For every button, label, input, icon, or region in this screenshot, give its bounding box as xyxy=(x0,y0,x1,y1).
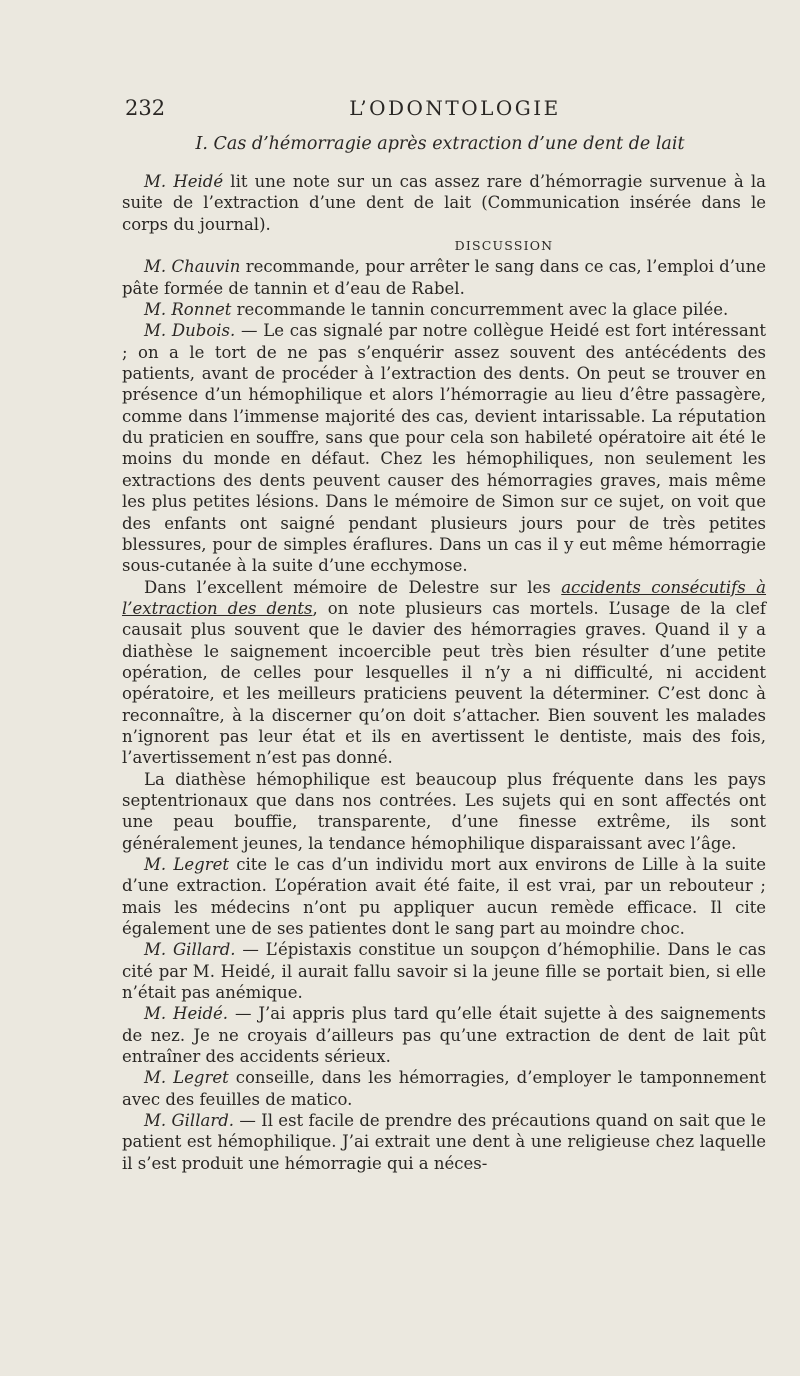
discussion-heading: DISCUSSION xyxy=(454,238,554,254)
speaker-name: M. Ronnet xyxy=(144,300,232,320)
cited-work-title: accidents consécutifs à l’extraction des dents xyxy=(122,577,767,618)
paragraph-text: — L’épistaxis constitue un soupçon d’hémophilie. Dans le cas cité par M. Heidé, il aurait fallu savoir si la jeune fille se portait bien, si elle n’était pas anémique. xyxy=(122,940,766,1003)
page-number: 232 xyxy=(125,96,166,120)
paragraph-text: conseille, dans les hémorragies, d’employer le tamponnement avec des feuilles de matico. xyxy=(122,1068,766,1109)
paragraph-text: La diathèse hémophilique est beaucoup plus fréquente dans les pays septentrionaux que dans nos contrées. Les sujets qui en sont affectés ont une peau bouffie, transparente, d’une finesse extrême, ils sont généralement jeunes, la tendance hémophilique disparaissant avec l’âge. xyxy=(122,769,766,853)
speaker-name: M. Heidé. xyxy=(144,1004,229,1024)
section-title: I. Cas d’hémorragie après extraction d’une dent de lait xyxy=(195,134,685,154)
paragraph xyxy=(122,256,766,299)
running-head: L’ODONTOLOGIE xyxy=(349,96,561,120)
speaker-name: M. Chauvin xyxy=(144,257,241,277)
paragraph xyxy=(122,939,766,1003)
page-header xyxy=(125,96,765,122)
paragraph xyxy=(122,171,766,235)
paragraph-text: recommande le tannin concurremment avec la glace pilée. xyxy=(231,300,729,320)
paragraph-text: cite le cas d’un individu mort aux environs de Lille à la suite d’une extraction. L’opération avait été faite, il est vrai, par un rebouteur ; mais les médecins n’ont pu appliquer aucun remède efficace. Il cite également une de ses patientes dont le sang part au moindre choc. xyxy=(122,855,766,939)
speaker-name: M. Gillard. xyxy=(144,940,236,960)
paragraph-text: , on note plusieurs cas mortels. L’usage de la clef causait plus souvent que le davier des hémorragies graves. Quand il y a diathèse le saignement incoercible peut très bien résulter d’une petite opération, de celles pour lesquelles il n’y a ni difficulté, ni accident opératoire, et les meilleurs praticiens peuvent la déterminer. C’est donc à reconnaître, à la discerner qu’on doit s’attacher. Bien souvent les malades n’ignorent pas leur état et ils en avertissent le dentiste, mais des fois, l’avertissement n’est pas donné. xyxy=(122,598,766,768)
speaker-name: M. Dubois. xyxy=(144,321,236,341)
paragraph xyxy=(122,769,766,854)
paragraph-text: lit une note sur un cas assez rare d’hémorragie survenue à la suite de l’extraction d’une dent de lait (Communication insérée dans le corps du journal). xyxy=(122,172,766,234)
paragraph-lead: Dans l’excellent mémoire de Delestre sur les xyxy=(144,577,562,597)
body-text xyxy=(122,171,766,1174)
paragraph xyxy=(122,299,766,320)
paragraph-text: recommande, pour arrêter le sang dans ce cas, l’emploi d’une pâte formée de tannin et d’eau de Rabel. xyxy=(122,257,767,298)
paragraph xyxy=(122,1110,766,1174)
paragraph xyxy=(122,1067,766,1110)
paragraph-text: — Il est facile de prendre des précautions quand on sait que le patient est hémophilique. J’ai extrait une dent à une religieuse chez laquelle il s’est produit une hémorragie qui a néces- xyxy=(122,1111,766,1173)
speaker-name: M. Gillard. xyxy=(144,1111,235,1131)
paragraph xyxy=(122,1003,766,1067)
paragraph xyxy=(122,577,766,769)
speaker-name: M. Heidé xyxy=(144,172,224,191)
speaker-name: M. Legret xyxy=(144,1068,229,1088)
paragraph xyxy=(122,854,766,939)
paragraph xyxy=(122,320,766,576)
speaker-name: M. Legret xyxy=(144,855,229,874)
paragraph-text: — Le cas signalé par notre collègue Heidé est fort intéressant ; on a le tort de ne pas s’enquérir assez souvent des antécédents des patients, avant de procéder à l’extraction des dents. On peut se trouver en présence d’un hémophilique et alors l’hémorragie au lieu d’être passagère, comme dans l’immense majorité des cas, devient intarissable. La réputation du praticien en souffre, sans que pour cela son habileté opératoire ait été le moins du monde en défaut. Chez les hémophiliques, non seulement les extractions des dents peuvent causer des hémorragies graves, mais même les plus petites lésions. Dans le mémoire de Simon sur ce sujet, on voit que des enfants ont saigné pendant plusieurs jours pour de très petites blessures, pour de simples éraflures. Dans un cas il y eut même hémorragie sous-cutanée à la suite d’une ecchymose. xyxy=(122,321,766,576)
paragraph-text: — J’ai appris plus tard qu’elle était sujette à des saignements de nez. Je ne croyais d’ailleurs pas qu’une extraction de dent de lait pût entraîner des accidents sérieux. xyxy=(122,1004,766,1067)
